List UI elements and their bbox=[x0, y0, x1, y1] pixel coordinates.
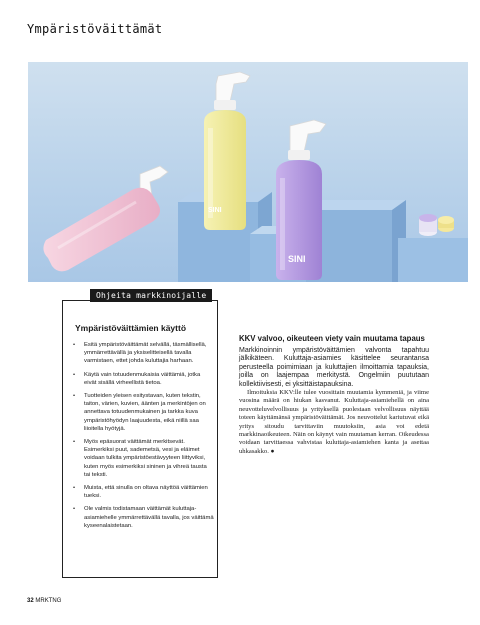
bottle-label: SINI bbox=[208, 207, 222, 214]
guidance-heading: Ympäristöväittämien käyttö bbox=[75, 323, 187, 333]
publication-name: MRKTNG bbox=[35, 598, 62, 604]
page-number: 32 bbox=[27, 598, 34, 604]
pink-spray-bottle bbox=[43, 166, 168, 271]
section-title: Ympäristöväittämät bbox=[27, 22, 163, 36]
product-photo bbox=[28, 62, 468, 282]
guidance-tag: Ohjeita markkinoijalle bbox=[90, 289, 212, 302]
cleaning-bottles-illustration bbox=[28, 62, 468, 282]
bottle-label: SINI bbox=[288, 254, 306, 264]
list-item: • Muista, että sinulla on oltava näyttöä väittämien tueksi. bbox=[73, 485, 208, 500]
purple-spray-bottle bbox=[276, 120, 326, 280]
guidance-list bbox=[70, 341, 214, 535]
end-mark: ● bbox=[270, 447, 275, 455]
list-item: • Tuotteiden yleisen esitystavan, kuten tekstin, taiton, värien, kuvien, äänten ja merkintöjen on annettava totuudenmukainen ja tarkka kuva ympäristöhyödyn laajuudesta, eikä niillä saa liioitella hyötyjä. bbox=[73, 393, 206, 432]
bullet: • bbox=[73, 342, 76, 348]
article-heading: KKV valvoo, oikeuteen viety vain muutama tapaus bbox=[239, 334, 425, 343]
bullet: • bbox=[73, 506, 76, 513]
cleaning-tablets bbox=[419, 214, 454, 236]
bullet: • bbox=[73, 485, 76, 492]
list-item: • Ole valmis todistamaan väittämät kuluttaja-asiamiehelle ymmärrettävällä tavalla, jos väittämä kyseenalaistetaan. bbox=[73, 506, 214, 529]
page-footer bbox=[27, 598, 61, 604]
bullet: • bbox=[73, 371, 76, 378]
article bbox=[239, 334, 429, 456]
bullet: • bbox=[73, 393, 76, 400]
bullet: • bbox=[73, 439, 76, 446]
article-lede: Markkinoinnin ympäristöväittämien valvonta tapahtuu jälkikäteen. Kuluttaja-asiamies käsittelee seurantansa perusteella poimimiaan ja kuluttajien ilmoittamia tapauksia, joilla on laajempaa merkitystä. Ongelmiin puututaan kollektiivisesti, ei yksittäistapauksina. bbox=[239, 347, 429, 388]
article-body: Ilmoituksia KKV:lle tulee vuosittain muutamia kymmeniä, ja viime vuosina määrä on hiukan kasvanut. Kuluttaja-asiamiehellä on aina neuvotteluvelvollisuus ja yrityksellä puolestaan velvollisuus näyttää toteen käyttämänsä ympäristöväittämät. Jos neuvottelut kariutuvat eikä yritys sitoudu tarvittaviin muutoksiin, asia voi edetä markkinaoikeuteen. Näin on käynyt vain muutaman kerran. Oikeudessa voidaan tarvittaessa vahvistaa kuluttaja-asiamiehen kanta ja asettaa uhkasakko. ● bbox=[239, 389, 429, 455]
list-item: • Käytä vain totuudenmukaisia väittämiä, jotka eivät sisällä virheellistä tietoa. bbox=[73, 371, 201, 386]
list-item: • Esitä ympäristöväittämät selvällä, täsmällisellä, ymmärrettävällä ja yksiselitteisellä tavalla varmistaen, ettet johda kuluttajia harhaan. bbox=[73, 342, 207, 365]
list-item: • Myös epäsuorat väittämät merkitsevät. Esimerkiksi puut, sademetsä, vesi ja eläimet voidaan tulkita ympäristöestävyyteen liittyviksi, kuten myös esimerkiksi sininen ja vihreä tausta tai teksti. bbox=[73, 439, 207, 478]
